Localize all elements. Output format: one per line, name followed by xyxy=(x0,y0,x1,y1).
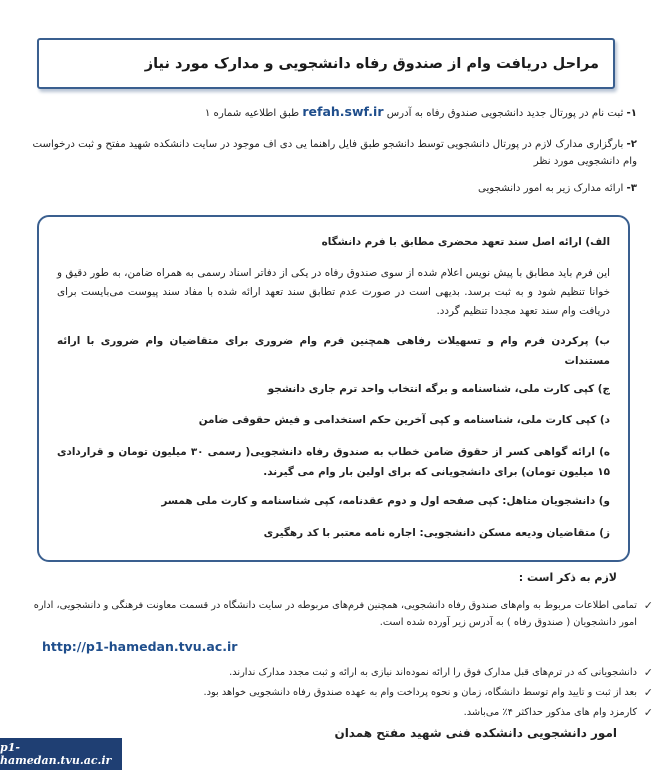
req-alef-heading: الف) ارائه اصل سند تعهد محضری مطابق با فرم دانشگاه xyxy=(321,236,610,248)
portal-link[interactable]: http://p1-hamedan.tvu.ac.ir xyxy=(42,639,238,654)
check-icon: ✓ xyxy=(643,599,653,612)
req-alef-body: این فرم باید مطابق با پیش نویس اعلام شده از سوی صندوق رفاه در یکی از دفاتر اسناد رسمی به همراه ضامن، به طور دقیق و خوانا تنظیم شود و به ثبت برسد. بدیهی است در صورت عدم تطابق سند تعهد ارائه شده با مفاد سند پیوست می‌بایست برای دریافت وام سند تعهد مجددا تنظیم گردد. xyxy=(57,267,610,317)
req-jim: ج) کپی کارت ملی، شناسنامه و برگه انتخاب واحد ترم جاری دانشجو xyxy=(267,383,610,395)
notes-title: لازم به ذکر است : xyxy=(518,571,617,584)
step-3 xyxy=(20,180,637,197)
step-1-text: ثبت نام در پورتال جدید دانشجویی صندوق رفاه به آدرس xyxy=(386,108,624,119)
req-ze: ز) متقاضیان ودیعه مسکن دانشجویی: اجاره نامه معتبر با کد رهگیری xyxy=(263,527,610,539)
note-4 xyxy=(25,704,653,721)
check-icon: ✓ xyxy=(643,706,653,719)
note-1-text: تمامی اطلاعات مربوط به وام‌های صندوق رفاه دانشجویی، همچنین فرم‌های مربوطه در سایت دانشگاه در قسمت معاونت فرهنگی و دانشجویی، اداره امور دانشجویان ( صندوق رفاه ) به آدرس زیر آورده شده است. xyxy=(33,600,637,628)
note-1 xyxy=(25,597,653,631)
req-he: ه) ارائه گواهی کسر از حقوق ضامن خطاب به صندوق رفاه دانشجویی( رسمی ۳۰ میلیون تومان و قراردادی ۱۵ میلیون تومان) برای دانشجویانی که برای اولین بار وام می گیرند. xyxy=(57,446,610,478)
title-box xyxy=(37,38,615,89)
req-vav: و) دانشجویان متاهل: کپی صفحه اول و دوم عقدنامه، کپی شناسنامه و کارت ملی همسر xyxy=(161,495,610,507)
step-2-number: ۲- xyxy=(626,139,637,150)
step-1-number: ۱- xyxy=(626,108,637,119)
requirements-box xyxy=(37,215,630,562)
footer-badge[interactable]: p1-hamedan.tvu.ac.ir xyxy=(0,738,122,770)
step-1-suffix: طبق اطلاعیه شماره ۱ xyxy=(204,108,300,119)
req-be: ب) پرکردن فرم وام و تسهیلات رفاهی همچنین فرم وام ضروری برای متقاضیان وام ضروری با ارائه مستندات xyxy=(57,335,610,367)
check-icon: ✓ xyxy=(643,686,653,699)
note-2-text: دانشجویانی که در ترم‌های قبل مدارک فوق را ارائه نموده‌اند نیازی به ارائه و ثبت مجدد مدارک ندارند. xyxy=(229,667,637,678)
step-2 xyxy=(20,136,637,170)
note-4-text: کارمزد وام های مذکور حداکثر ۴٪ می‌باشد. xyxy=(463,707,637,718)
step-3-number: ۳- xyxy=(626,183,637,194)
req-dal: د) کپی کارت ملی، شناسنامه و کپی آخرین حکم استخدامی و فیش حقوقی ضامن xyxy=(198,414,610,426)
step-3-text: ارائه مدارک زیر به امور دانشجویی xyxy=(477,183,624,194)
check-icon: ✓ xyxy=(643,666,653,679)
page-title: مراحل دریافت وام از صندوق رفاه دانشجویی و مدارک مورد نیاز xyxy=(144,55,599,72)
note-3-text: بعد از ثبت و تایید وام توسط دانشگاه، زمان و نحوه پرداخت وام به عهده صندوق رفاه دانشجویی خواهد بود. xyxy=(203,687,637,698)
note-2 xyxy=(25,664,653,681)
signature: امور دانشجویی دانشکده فنی شهید مفتح همدان xyxy=(334,726,617,740)
refah-link[interactable]: refah.swf.ir xyxy=(302,104,384,119)
note-3 xyxy=(25,684,653,701)
step-2-text: بارگزاری مدارک لازم در پورتال دانشجویی توسط دانشجو طبق فایل راهنما یی دی اف موجود در سایت دانشکده شهید مفتح و ثبت درخواست وام دانشجویی مورد نظر xyxy=(32,139,637,167)
step-1 xyxy=(20,103,637,122)
